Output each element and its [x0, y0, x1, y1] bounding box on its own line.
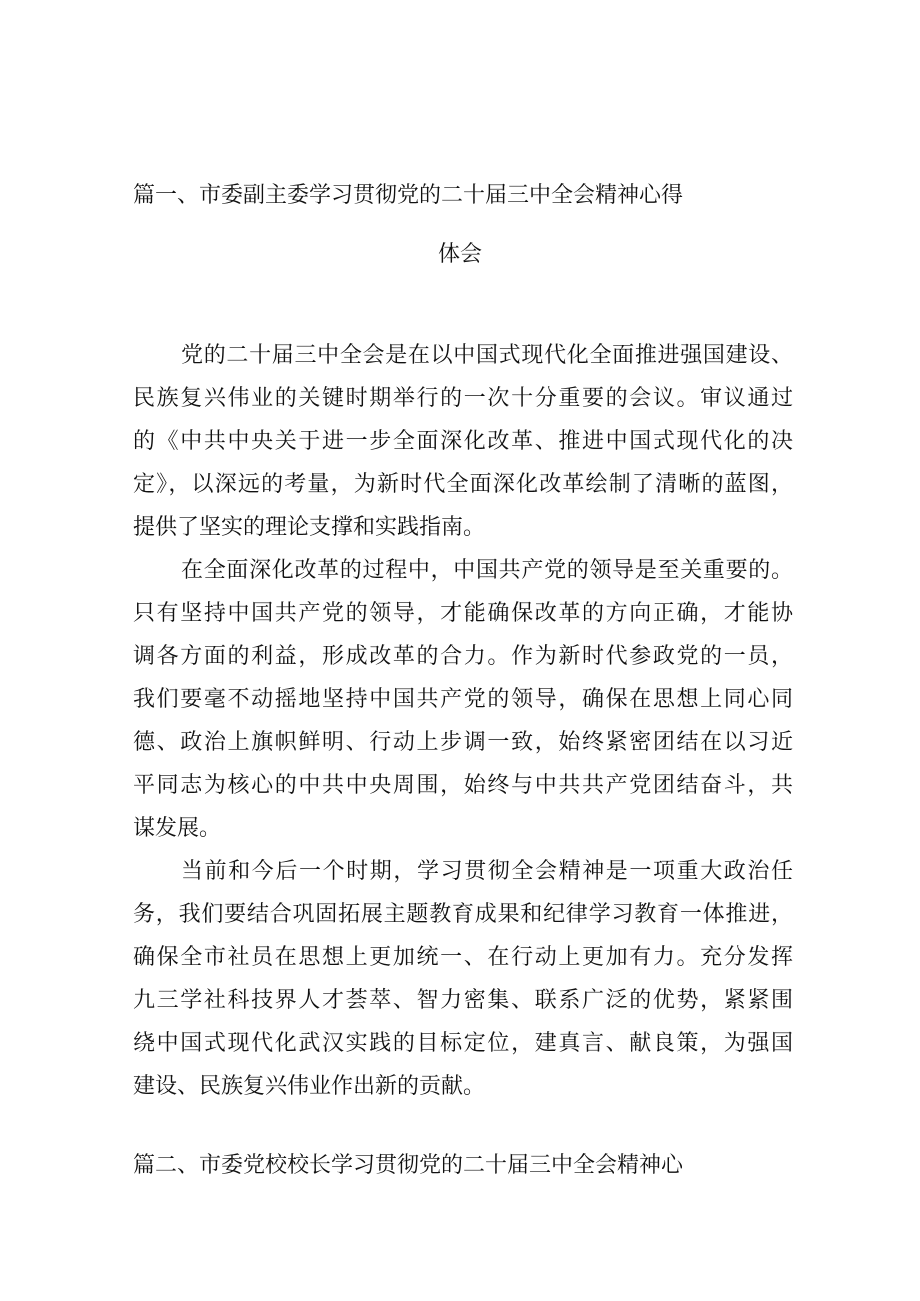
- paragraph-line: 定》，以深远的考量，为新时代全面深化改革绘制了清晰的蓝图，: [133, 472, 793, 497]
- paragraph-line: 民族复兴伟业的关键时期举行的一次十分重要的会议。审议通过: [133, 386, 793, 411]
- paragraph-line: 九三学社科技界人才荟萃、智力密集、联系广泛的优势，紧紧围: [133, 988, 793, 1013]
- paragraph-line: 建设、民族复兴伟业作出新的贡献。: [133, 1074, 486, 1099]
- paragraph-line: 绕中国式现代化武汉实践的目标定位，建真言、献良策，为强国: [133, 1031, 793, 1056]
- section1-title-line2: 体会: [437, 242, 482, 267]
- section1-title-line1: 篇一、市委副主委学习贯彻党的二十届三中全会精神心得: [133, 183, 684, 208]
- paragraph-line: 务，我们要结合巩固拓展主题教育成果和纪律学习教育一体推进，: [133, 902, 793, 927]
- paragraph-line: 只有坚持中国共产党的领导，才能确保改革的方向正确，才能协: [133, 601, 793, 626]
- paragraph-line: 当前和今后一个时期，学习贯彻全会精神是一项重大政治任: [181, 859, 793, 884]
- paragraph-line: 确保全市社员在思想上更加统一、在行动上更加有力。充分发挥: [133, 945, 793, 970]
- paragraph-line: 调各方面的利益，形成改革的合力。作为新时代参政党的一员，: [133, 644, 793, 669]
- paragraph-line: 党的二十届三中全会是在以中国式现代化全面推进强国建设、: [181, 343, 793, 368]
- paragraph-line: 平同志为核心的中共中央周围，始终与中共共产党团结奋斗，共: [133, 773, 793, 798]
- paragraph-line: 谋发展。: [133, 816, 222, 841]
- paragraph-line: 我们要毫不动摇地坚持中国共产党的领导，确保在思想上同心同: [133, 687, 793, 712]
- paragraph-line: 提供了坚实的理论支撑和实践指南。: [133, 515, 486, 540]
- paragraph-line: 德、政治上旗帜鲜明、行动上步调一致，始终紧密团结在以习近: [133, 730, 793, 755]
- section2-title-line1: 篇二、市委党校校长学习贯彻党的二十届三中全会精神心: [133, 1153, 684, 1178]
- paragraph-line: 的《中共中央关于进一步全面深化改革、推进中国式现代化的决: [133, 429, 793, 454]
- paragraph-line: 在全面深化改革的过程中，中国共产党的领导是至关重要的。: [181, 558, 793, 583]
